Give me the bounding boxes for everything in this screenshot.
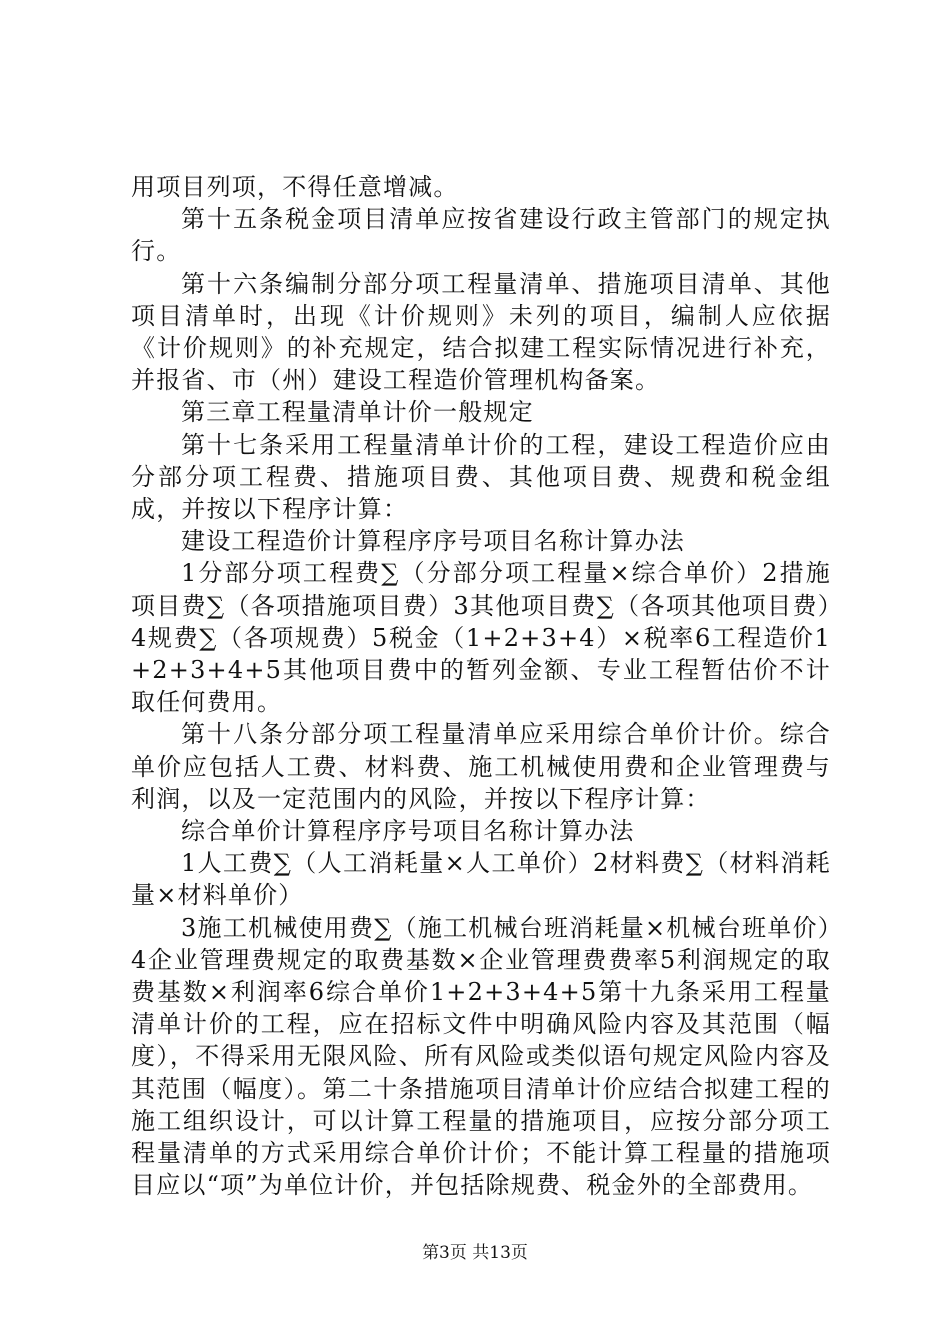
paragraph-8: 第十八条分部分项工程量清单应采用综合单价计价。综合单价应包括人工费、材料费、施工机械使用费和企业管理费与利润，以及一定范围内的风险，并按以下程序计算： [131, 720, 831, 813]
paragraph-1: 用项目列项，不得任意增减。 [131, 173, 459, 201]
page-footer [0, 1243, 950, 1263]
page-number-label: 第3页 共13页 [422, 1243, 528, 1263]
paragraph-11: 3施工机械使用费∑（施工机械台班消耗量×机械台班单价）4企业管理费规定的取费基数×企业管理费费率5利润规定的取费基数×利润率6综合单价1+2+3+4+5第十九条采用工程量清单计价的工程，应在招标文件中明确风险内容及其范围（幅度），不得采用无限风险、所有风险或类似语句规定风险内容及其范围（幅度）。第二十条措施项目清单计价应结合拟建工程的施工组织设计，可以计算工程量的措施项目，应按分部分项工程量清单的方式采用综合单价计价；不能计算工程量的措施项目应以“项”为单位计价，并包括除规费、税金外的全部费用。 [131, 913, 831, 1200]
paragraph-3: 第十六条编制分部分项工程量清单、措施项目清单、其他项目清单时，出现《计价规则》未列的项目，编制人应依据《计价规则》的补充规定，结合拟建工程实际情况进行补充，并报省、市（州）建设工程造价管理机构备案。 [131, 269, 831, 395]
table-header-construction-cost: 建设工程造价计算程序序号项目名称计算办法 [181, 527, 685, 556]
paragraph-2: 第十五条税金项目清单应按省建设行政主管部门的规定执行。 [131, 205, 831, 266]
table-header-unit-price: 综合单价计算程序序号项目名称计算办法 [181, 817, 635, 846]
paragraph-7: 1分部分项工程费∑（分部分项工程量×综合单价）2措施项目费∑（各项措施项目费）3其他项目费∑（各项其他项目费）4规费∑（各项规费）5税金（1+2+3+4）×税率6工程造价1+2+3+4+5其他项目费中的暂列金额、专业工程暂估价不计取任何费用。 [131, 559, 831, 717]
paragraph-10: 1人工费∑（人工消耗量×人工单价）2材料费∑（材料消耗量×材料单价） [131, 849, 831, 910]
chapter-heading: 第三章工程量清单计价一般规定 [181, 398, 534, 427]
page-body [131, 171, 831, 1202]
paragraph-5: 第十七条采用工程量清单计价的工程，建设工程造价应由分部分项工程费、措施项目费、其他项目费、规费和税金组成，并按以下程序计算： [131, 430, 831, 524]
